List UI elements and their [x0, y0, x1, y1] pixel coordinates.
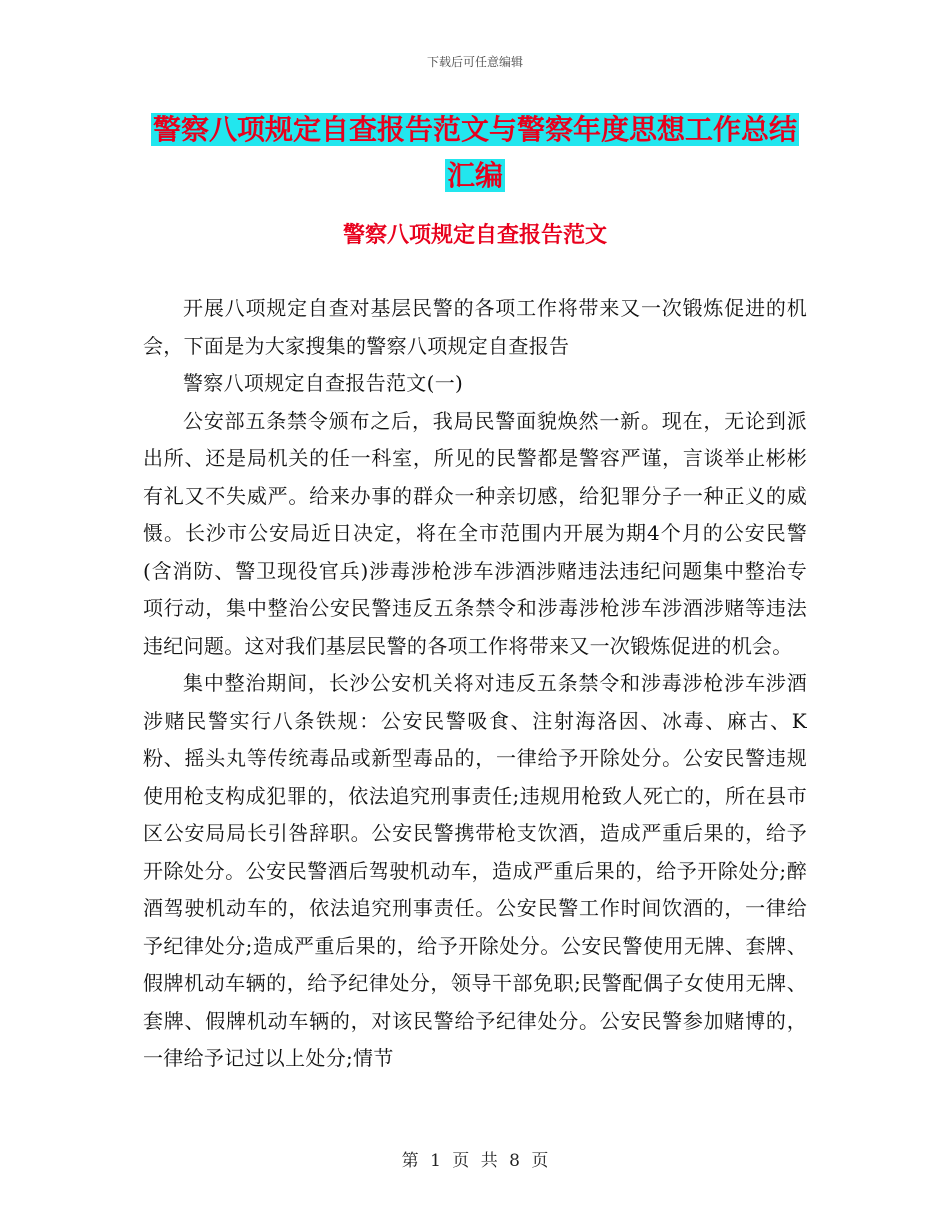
paragraph-body: 集中整治期间，长沙公安机关将对违反五条禁令和涉毒涉枪涉车涉酒涉赌民警实行八条铁规：公安民警吸食、注射海洛因、冰毒、麻古、K粉、摇头丸等传统毒品或新型毒品的，一律给予开除处分。公安民警违规使用枪支构成犯罪的，依法追究刑事责任;违规用枪致人死亡的，所在县市区公安局局长引咎辞职。公安民警携带枪支饮酒，造成严重后果的，给予开除处分。公安民警酒后驾驶机动车，造成严重后果的，给予开除处分;醉酒驾驶机动车的，依法追究刑事责任。公安民警工作时间饮酒的，一律给予纪律处分;造成严重后果的，给予开除处分。公安民警使用无牌、套牌、假牌机动车辆的，给予纪律处分，领导干部免职;民警配偶子女使用无牌、套牌、假牌机动车辆的，对该民警给予纪律处分。公安民警参加赌博的，一律给予记过以上处分;情节 — [143, 671, 807, 1070]
section-title: 警察八项规定自查报告范文 — [342, 223, 607, 248]
page-number-footer: 第 1 页 共 8 页 — [401, 1151, 549, 1171]
title-line-1: 警察八项规定自查报告范文与警察年度思想工作总结 — [152, 113, 797, 146]
title-line-2: 汇编 — [446, 159, 503, 192]
document-title — [0, 107, 950, 199]
paragraph-body: 公安部五条禁令颁布之后，我局民警面貌焕然一新。现在，无论到派出所、还是局机关的任一科室，所见的民警都是警容严谨，言谈举止彬彬有礼又不失威严。给来办事的群众一种亲切感，给犯罪分子一种正义的威慑。长沙市公安局近日决定，将在全市范围内开展为期4个月的公安民警(含消防、警卫现役官兵)涉毒涉枪涉车涉酒涉赌违法违纪问题集中整治专项行动，集中整治公安民警违反五条禁令和涉毒涉枪涉车涉酒涉赌等违法违纪问题。这对我们基层民警的各项工作将带来又一次锻炼促进的机会。 — [143, 408, 807, 658]
header-note: 下载后可任意编辑 — [426, 55, 523, 69]
paragraph-subheading: 警察八项规定自查报告范文(一) — [183, 371, 464, 395]
body-text — [143, 290, 807, 1078]
paragraph-intro: 开展八项规定自查对基层民警的各项工作将带来又一次锻炼促进的机会，下面是为大家搜集的警察八项规定自查报告 — [143, 296, 807, 358]
